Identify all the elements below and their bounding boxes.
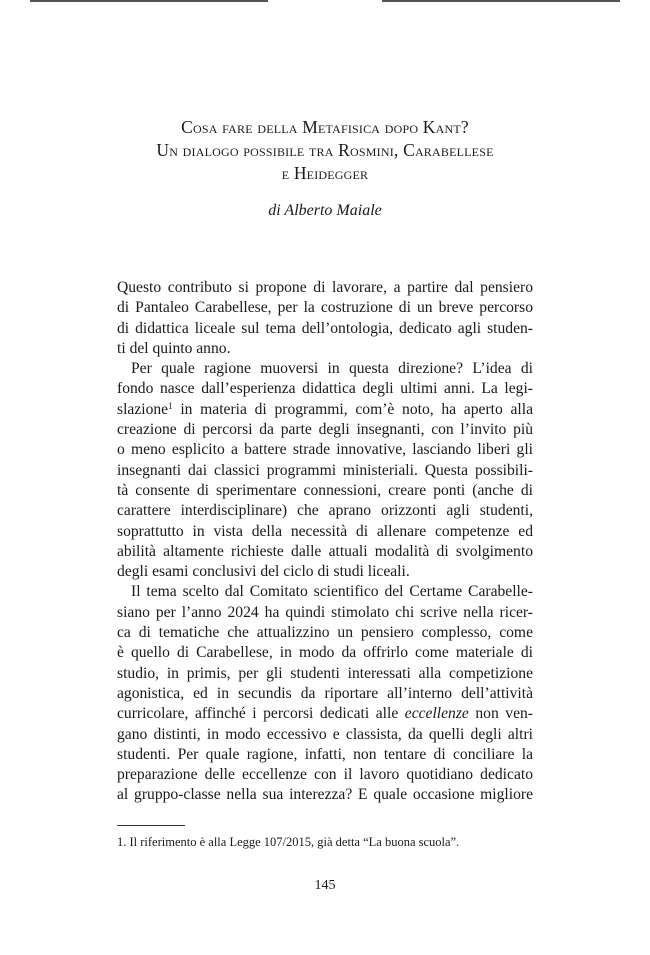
footnote-reference[interactable]: 1 bbox=[168, 400, 173, 411]
body-line: ti del quinto anno. bbox=[117, 339, 231, 357]
body-line: studenti. Per quale ragione, infatti, non tentare di conciliare la bbox=[117, 745, 533, 763]
body-line-start: curricolare, affinché i percorsi dedicati alle bbox=[117, 705, 399, 723]
body-line: è quello di Carabellese, in modo da offrirlo come materiale di bbox=[117, 644, 533, 662]
header-rule-right bbox=[382, 0, 620, 2]
body-line: tà consente di sperimentare connessioni, creare ponti (anche di bbox=[117, 481, 533, 499]
body-line: preparazione delle eccellenze con il lavoro quotidiano dedicato bbox=[117, 766, 533, 784]
body-line: fondo nasce dall’esperienza didattica degli ultimi anni. La legi- bbox=[117, 380, 533, 398]
body-line: o meno esplicito a battere strade innovative, lasciando liberi gli bbox=[117, 441, 533, 459]
body-line: soprattutto in vista della necessità di allenare competenze ed bbox=[117, 522, 533, 540]
italic-word: eccellenze bbox=[404, 705, 469, 723]
body-line: Il tema scelto dal Comitato scientifico del Certame Carabelle- bbox=[131, 583, 533, 601]
body-line-word: slazione bbox=[117, 400, 169, 418]
body-line: siano per l’anno 2024 ha quindi stimolato chi scrive nella ricer- bbox=[117, 603, 533, 621]
body-line-with-italic bbox=[117, 704, 533, 724]
body-line: creazione di percorsi da parte degli insegnanti, con l’invito più bbox=[117, 421, 533, 439]
body-text bbox=[117, 278, 533, 806]
body-line: degli esami conclusivi del ciclo di studi liceali. bbox=[117, 563, 410, 581]
body-line: Per quale ragione muoversi in questa direzione? L’idea di bbox=[131, 360, 533, 378]
title-line-3: e Heidegger bbox=[281, 163, 369, 183]
body-line: di Pantaleo Carabellese, per la costruzione di un breve percorso bbox=[117, 299, 533, 317]
body-line: studio, in primis, per gli studenti interessati alla competizione bbox=[117, 664, 533, 682]
body-line: ca di tematiche che attualizzino un pensiero complesso, come bbox=[117, 624, 533, 642]
body-line: Questo contributo si propone di lavorare, a partire dal pensiero bbox=[117, 279, 533, 296]
header-rule-left bbox=[30, 0, 268, 2]
body-line: al gruppo-classe nella sua interezza? E quale occasione migliore bbox=[117, 786, 533, 804]
body-line-end: non ven- bbox=[475, 705, 533, 723]
footnote: 1. Il riferimento è alla Legge 107/2015, già detta “La buona scuola”. bbox=[117, 835, 460, 849]
body-line: agonistica, ed in secundis da riportare all’interno dell’attività bbox=[117, 684, 533, 702]
body-line: di didattica liceale sul tema dell’ontologia, dedicato agli studen- bbox=[117, 319, 533, 337]
body-line: abilità altamente richieste dalle attuali modalità di svolgimento bbox=[117, 542, 533, 560]
page-number: 145 bbox=[314, 878, 336, 893]
body-line-with-footnote-ref bbox=[117, 400, 533, 420]
title-line-2: Un dialogo possibile tra Rosmini, Carabellese bbox=[156, 140, 494, 160]
body-line-rest: in materia di programmi, com’è noto, ha aperto alla bbox=[180, 400, 533, 418]
title-line-1: Cosa fare della Metafisica dopo Kant? bbox=[181, 117, 469, 137]
body-line: gano distinti, in modo eccessivo e classista, da quelli degli altri bbox=[117, 725, 533, 743]
body-line: insegnanti dai classici programmi ministeriali. Questa possibili- bbox=[117, 461, 533, 479]
author-byline: di Alberto Maiale bbox=[268, 202, 382, 219]
article-title bbox=[117, 116, 533, 185]
body-line: carattere interdisciplinare) che aprano orizzonti agli studenti, bbox=[117, 502, 533, 520]
footnote-separator bbox=[117, 825, 185, 826]
